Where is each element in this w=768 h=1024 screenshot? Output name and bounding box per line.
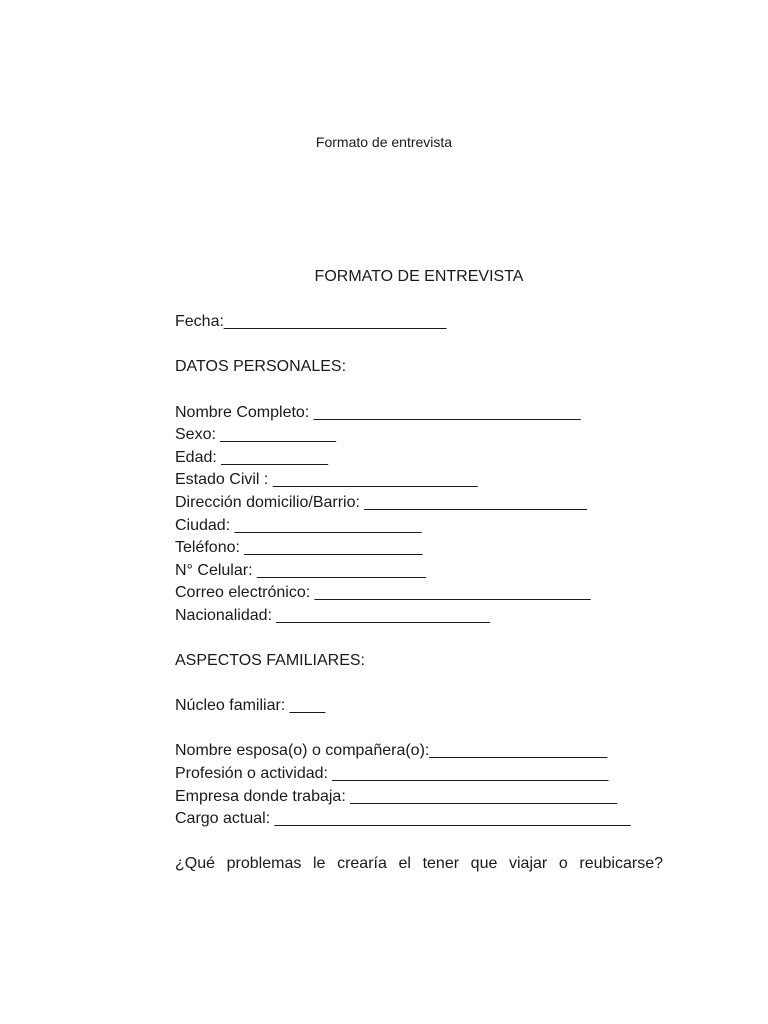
correo-field: Correo electrónico: _______________________________: [175, 584, 591, 602]
spacer: [175, 379, 663, 402]
spacer: [175, 718, 663, 741]
interview-form: [175, 266, 663, 876]
form-title: FORMATO DE ENTREVISTA: [314, 268, 524, 285]
spacer: [175, 673, 663, 696]
estado-civil-field: Estado Civil : _______________________: [175, 471, 478, 489]
nombre-completo-field: Nombre Completo: ______________________________: [175, 403, 581, 421]
spacer: [175, 289, 663, 312]
nacionalidad-field: Nacionalidad: ________________________: [175, 606, 490, 624]
ciudad-field: Ciudad: _____________________: [175, 516, 422, 534]
spacer: [175, 334, 663, 357]
datos-personales-heading: DATOS PERSONALES:: [175, 358, 347, 376]
sexo-field: Sexo: _____________: [175, 426, 337, 444]
nombre-esposa-field: Nombre esposa(o) o compañera(o):____________________: [175, 742, 608, 760]
fecha-field: Fecha:_________________________: [175, 313, 447, 331]
direccion-field: Dirección domicilio/Barrio: _________________________: [175, 493, 587, 511]
aspectos-familiares-heading: ASPECTOS FAMILIARES:: [175, 652, 365, 670]
telefono-field: Teléfono: ____________________: [175, 539, 423, 557]
celular-field: N° Celular: ___________________: [175, 561, 427, 579]
profesion-field: Profesión o actividad: _______________________________: [175, 765, 609, 783]
edad-field: Edad: ____________: [175, 448, 329, 466]
pregunta-viajar: ¿Qué problemas le crearía el tener que viajar o reubicarse?: [175, 855, 663, 873]
nucleo-familiar-field: Núcleo familiar: ____: [175, 697, 326, 715]
cargo-field: Cargo actual: ________________________________________: [175, 810, 631, 828]
spacer: [175, 628, 663, 651]
empresa-field: Empresa donde trabaja: ______________________________: [175, 787, 618, 805]
document-header: Formato de entrevista: [315, 134, 453, 150]
spacer: [175, 831, 663, 854]
